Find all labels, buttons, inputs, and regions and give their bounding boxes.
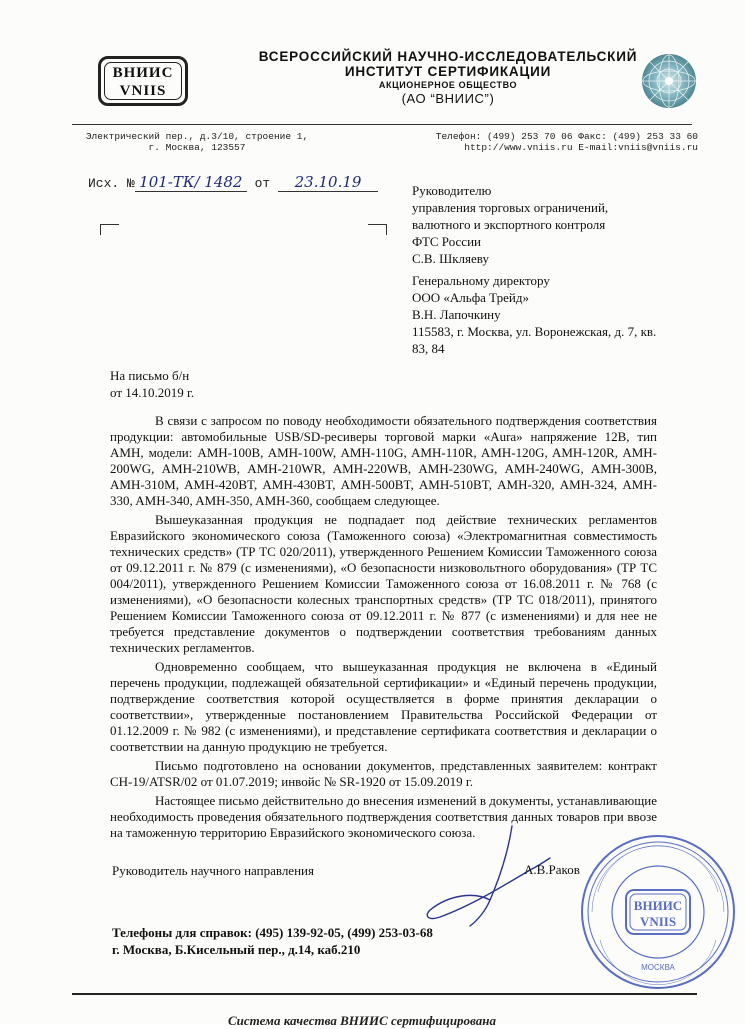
org-type: АКЦИОНЕРНОЕ ОБЩЕСТВО bbox=[378, 80, 518, 90]
addressee-fts-line: управления торговых ограничений, bbox=[412, 200, 609, 215]
addressee-company bbox=[412, 272, 674, 357]
org-name-line2: ИНСТИТУТ СЕРТИФИКАЦИИ bbox=[344, 64, 552, 79]
logo-text-en: VNIIS bbox=[119, 83, 167, 99]
outgoing-number-line bbox=[88, 173, 378, 192]
stamp-city: МОСКВА bbox=[641, 963, 675, 972]
org-name-line1: ВСЕРОССИЙСКИЙ НАУЧНО-ИССЛЕДОВАТЕЛЬСКИЙ bbox=[258, 49, 638, 64]
addressee-fts-line: ФТС России bbox=[412, 234, 481, 249]
body-paragraph: Одновременно сообщаем, что вышеуказанная продукция не включена в «Единый перечень продукции, подлежащей обязательной сертификации» и «Единый перечень продукции, подтверждение соответствия которой осуществляется в форме принятия декларации о соответствии», утвержденные постановлением Правительства Российской Федерации от 01.12.2009 г. № 982 (с изменениями), и представление сертификата соответствия и декларации о соответствии на данную продукцию не требуется. bbox=[110, 659, 657, 754]
web-email-line: http://www.vniis.ru E-mail:vniis@vniis.ru bbox=[464, 142, 698, 153]
help-address: г. Москва, Б.Кисельный пер., д.14, каб.210 bbox=[112, 942, 361, 957]
addressee-company-line: В.Н. Лапочкину bbox=[412, 307, 501, 322]
institute-address bbox=[72, 131, 322, 153]
addressee-fts-line: С.В. Шкляеву bbox=[412, 251, 489, 266]
stamp-center-en: VNIIS bbox=[639, 914, 677, 929]
quality-system-footer: Система качества ВНИИС сертифицирована bbox=[228, 1013, 496, 1028]
institute-contacts bbox=[430, 131, 698, 153]
globe-emblem-icon bbox=[640, 52, 698, 110]
phone-fax-line: Телефон: (499) 253 70 06 Факс: (499) 253 33 60 bbox=[435, 131, 698, 142]
stamp-center-ru: ВНИИС bbox=[633, 898, 683, 913]
outgoing-number-value: 101-ТК/ 1482 bbox=[135, 173, 247, 192]
round-stamp-icon bbox=[578, 832, 738, 992]
addressee-company-line: Генеральному директору bbox=[412, 273, 550, 288]
header-divider bbox=[72, 124, 692, 125]
addressee-fts-line: Руководителю bbox=[412, 183, 492, 198]
address-line2: г. Москва, 123557 bbox=[148, 142, 246, 153]
addressee-fts-line: валютного и экспортного контроля bbox=[412, 217, 606, 232]
signer-title: Руководитель научного направления bbox=[112, 863, 314, 878]
addressee-company-line: ООО «Альфа Трейд» bbox=[412, 290, 529, 305]
body-paragraph: Письмо подготовлено на основании документов, представленных заявителем: контракт CH-19/ATSR/02 от 01.07.2019; инвойс № SR-1920 от 15.09.2019 г. bbox=[110, 758, 657, 789]
addressee-company-line: 83, 84 bbox=[412, 341, 445, 356]
addressee-company-line: 115583, г. Москва, ул. Воронежская, д. 7, кв. bbox=[412, 324, 657, 339]
address-line1: Электрический пер., д.3/10, строение 1, bbox=[85, 131, 309, 142]
letter-body bbox=[110, 413, 657, 844]
outgoing-date-label: от bbox=[254, 176, 271, 191]
address-corner-right bbox=[368, 224, 387, 235]
help-phones: Телефоны для справок: (495) 139-92-05, (499) 253-03-68 bbox=[112, 925, 433, 940]
organization-header bbox=[258, 49, 638, 106]
signer-name: А.В.Раков bbox=[524, 862, 580, 877]
addressee-fts bbox=[412, 182, 672, 267]
vniis-logo bbox=[98, 56, 188, 106]
letter-reference bbox=[110, 367, 194, 401]
org-short-name: (АО “ВНИИС”) bbox=[401, 91, 495, 106]
footer-divider bbox=[72, 993, 697, 995]
outgoing-number-label: Исх. № bbox=[88, 176, 135, 191]
reference-line1: На письмо б/н bbox=[110, 368, 190, 383]
logo-text-ru: ВНИИС bbox=[112, 65, 174, 81]
address-corner-left bbox=[100, 224, 119, 235]
help-contacts bbox=[112, 924, 433, 958]
body-paragraph: Вышеуказанная продукция не подпадает под действие технических регламентов Евразийского экономического союза (Таможенного союза) «Электромагнитная совместимость технических средств» (ТР ТС 020/2011), утвержденного Решением Комиссии Таможенного союза от 09.12.2011 г. № 879 (с изменениями), «О безопасности низковольтного оборудования» (ТР ТС 004/2011), утвержденного Решением Комиссии Таможенного союза от 16.08.2011 г. № 768 (с изменениями), «О безопасности колесных транспортных средств» (ТР ТС 018/2011), принятого Решением Комиссии Таможенного союза от 09.12.2011 г. № 877 (с изменениями) и для нее не требуется представление документов о подтверждении соответствия требованиям данных технических регламентов. bbox=[110, 512, 657, 655]
body-paragraph: Настоящее письмо действительно до внесения изменений в документы, устанавливающие необходимость проведения обязательного подтверждения соответствия данных товаров при ввозе на таможенную территорию Евразийского экономического союза. bbox=[110, 793, 657, 840]
outgoing-date-value: 23.10.19 bbox=[278, 173, 378, 192]
body-paragraph: В связи с запросом по поводу необходимости обязательного подтверждения соответствия продукции: автомобильные USB/SD-ресиверы торговой марки «Aura» напряжение 12В, тип AMH, модели: AMH-100B, AMH-100W, AMH-110G, AMH-110R, AMH-120G, AMH-120R, AMH-200WG, AMH-210WB, AMH-210WR, AMH-220WB, AMH-230WG, AMH-240WG, AMH-300B, AMH-310M, AMH-420BT, AMH-430BT, AMH-500BT, AMH-510BT, AMH-320, AMH-324, AMH-330, AMH-340, AMH-350, AMH-360, сообщаем следующее. bbox=[110, 413, 657, 508]
reference-line2: от 14.10.2019 г. bbox=[110, 385, 195, 400]
